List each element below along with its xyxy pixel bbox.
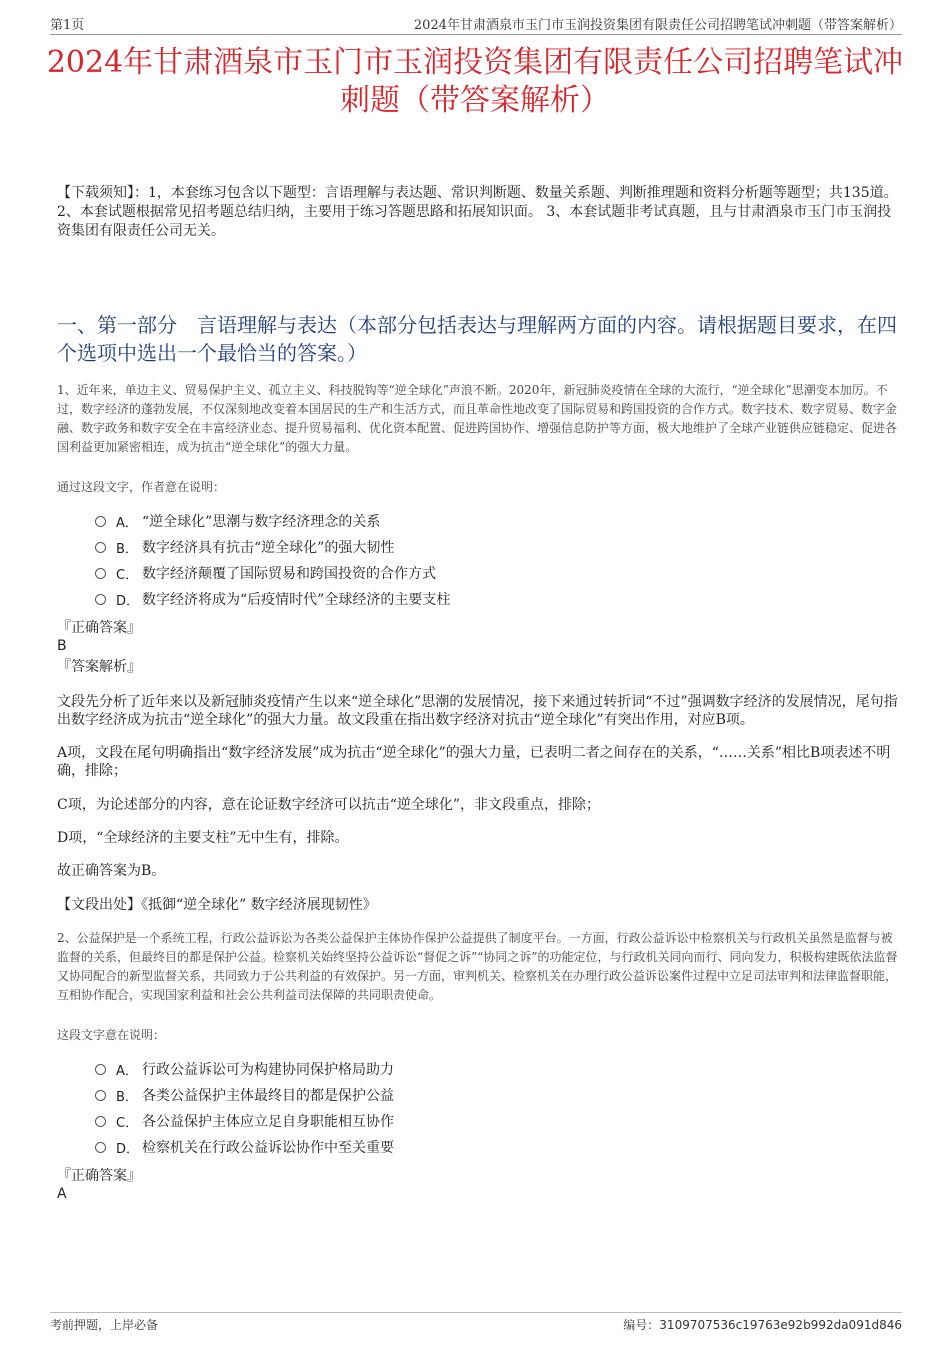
option-letter: D．: [116, 1141, 140, 1157]
page-number: 第1页: [50, 18, 85, 33]
radio-icon[interactable]: [95, 568, 106, 579]
radio-icon[interactable]: [95, 594, 106, 605]
option-letter: C．: [116, 567, 139, 583]
page-header: [50, 14, 902, 35]
analysis-paragraph: A项，文段在尾句明确指出“数字经济发展”成为抗击“逆全球化”的强大力量，已表明二者之间存在的关系，“……关系”相比B项表述不明确，排除；: [57, 745, 891, 779]
analysis-paragraph: D项，“全球经济的主要支柱”无中生有，排除。: [57, 830, 349, 846]
document-title: 2024年甘肃酒泉市玉门市玉润投资集团有限责任公司招聘笔试冲刺题（带答案解析）: [46, 45, 904, 118]
footer-code-value: 3109707536c19763e92b992da091d846: [659, 1318, 902, 1332]
question-1-answer-label: 『正确答案』: [57, 620, 141, 636]
option-text: “逆全球化”思潮与数字经济理念的关系: [142, 514, 381, 530]
option-d[interactable]: [95, 586, 695, 612]
question-2-options: [95, 1056, 695, 1160]
radio-icon[interactable]: [95, 1142, 106, 1153]
radio-icon[interactable]: [95, 1064, 106, 1075]
question-1-prompt: 通过这段文字，作者意在说明：: [57, 480, 226, 494]
question-2-answer: A: [57, 1186, 67, 1202]
option-c[interactable]: [95, 560, 695, 586]
option-letter: A．: [116, 1063, 138, 1079]
header-doc-title: 2024年甘肃酒泉市玉门市玉润投资集团有限责任公司招聘笔试冲刺题（带答案解析）: [413, 18, 902, 33]
download-notice: 【下载须知】：1，本套练习包含以下题型：言语理解与表达题、常识判断题、数量关系题、判断推理题和资料分析题等题型；共135道。 2、本套试题根据常见招考题总结归纳，主要用于练习答题思路和拓展知识面。 3、本套试题非考试真题，且与甘肃酒泉市玉门市玉润投资集团有限责任公司无关。: [57, 185, 898, 239]
question-1-options: [95, 508, 695, 612]
option-text: 各类公益保护主体最终目的都是保护公益: [142, 1088, 394, 1104]
option-c[interactable]: [95, 1108, 695, 1134]
footer-code-label: 编号：: [623, 1318, 660, 1332]
option-text: 数字经济具有抗击“逆全球化”的强大韧性: [142, 540, 395, 556]
option-b[interactable]: [95, 534, 695, 560]
page-footer: [50, 1312, 902, 1335]
option-letter: A．: [116, 515, 138, 531]
radio-icon[interactable]: [95, 542, 106, 553]
question-1-answer: B: [57, 638, 67, 654]
analysis-paragraph: 文段先分析了近年来以及新冠肺炎疫情产生以来“逆全球化”思潮的发展情况，接下来通过转折词“不过”强调数字经济的发展情况，尾句指出数字经济成为抗击“逆全球化”的强大力量。故文段重在指出数字经济对抗击“逆全球化”有突出作用，对应B项。: [57, 694, 898, 728]
option-a[interactable]: [95, 1056, 695, 1082]
analysis-paragraph: 故正确答案为B。: [57, 863, 166, 879]
option-d[interactable]: [95, 1134, 695, 1160]
analysis-paragraph: C项，为论述部分的内容，意在论证数字经济可以抗击“逆全球化”，非文段重点，排除；: [57, 797, 601, 813]
question-1-analysis-label: 『答案解析』: [57, 659, 141, 675]
option-text: 行政公益诉讼可为构建协同保护格局助力: [142, 1062, 394, 1078]
question-1-text: 1、近年来，单边主义、贸易保护主义、孤立主义、科技脱钩等“逆全球化”声浪不断。2020年，新冠肺炎疫情在全球的大流行，“逆全球化”思潮变本加厉。不过，数字经济的蓬勃发展，不仅深刻地改变着本国居民的生产和生活方式，而且革命性地改变了国际贸易和跨国投资的合作方式。数字技术、数字贸易、数字金融、数字政务和数字安全在丰富经济业态、提升贸易福利、优化资本配置、促进跨国协作、增强信息防护等方面，极大地维护了全球产业链供应链稳定、促进各国利益更加紧密相连，成为抗击“逆全球化”的强大力量。: [57, 383, 898, 454]
option-a[interactable]: [95, 508, 695, 534]
radio-icon[interactable]: [95, 516, 106, 527]
option-b[interactable]: [95, 1082, 695, 1108]
question-2-prompt: 这段文字意在说明：: [57, 1028, 166, 1042]
option-letter: D．: [116, 593, 140, 609]
option-text: 数字经济颠覆了国际贸易和跨国投资的合作方式: [142, 566, 436, 582]
option-letter: C．: [116, 1115, 139, 1131]
option-letter: B．: [116, 1089, 138, 1105]
radio-icon[interactable]: [95, 1116, 106, 1127]
section-heading: 一、第一部分 言语理解与表达（本部分包括表达与理解两方面的内容。请根据题目要求，在四个选项中选出一个最恰当的答案。）: [57, 313, 897, 365]
footer-code: [623, 1316, 902, 1333]
footer-slogan: 考前押题，上岸必备: [50, 1318, 159, 1332]
question-2-text: 2、公益保护是一个系统工程，行政公益诉讼为各类公益保护主体协作保护公益提供了制度平台。一方面，行政公益诉讼中检察机关与行政机关虽然是监督与被监督的关系，但最终目的都是保护公益。检察机关始终坚持公益诉讼“督促之诉”“协同之诉”的功能定位，与行政机关同向而行、同向发力，积极构建既依法监督又协同配合的新型监督关系，共同致力于公共利益的有效保护。另一方面，审判机关、检察机关在办理行政公益诉讼案件过程中立足司法审判和法律监督职能，互相协作配合，实现国家利益和社会公共利益司法保障的共同职责使命。: [57, 931, 898, 1002]
source-citation: 【文段出处】《抵御“逆全球化” 数字经济展现韧性》: [57, 897, 377, 913]
option-text: 检察机关在行政公益诉讼协作中至关重要: [142, 1140, 394, 1156]
question-2-answer-label: 『正确答案』: [57, 1168, 141, 1184]
option-text: 数字经济将成为“后疫情时代”全球经济的主要支柱: [142, 592, 451, 608]
option-text: 各公益保护主体应立足自身职能相互协作: [142, 1114, 394, 1130]
option-letter: B．: [116, 541, 138, 557]
radio-icon[interactable]: [95, 1090, 106, 1101]
